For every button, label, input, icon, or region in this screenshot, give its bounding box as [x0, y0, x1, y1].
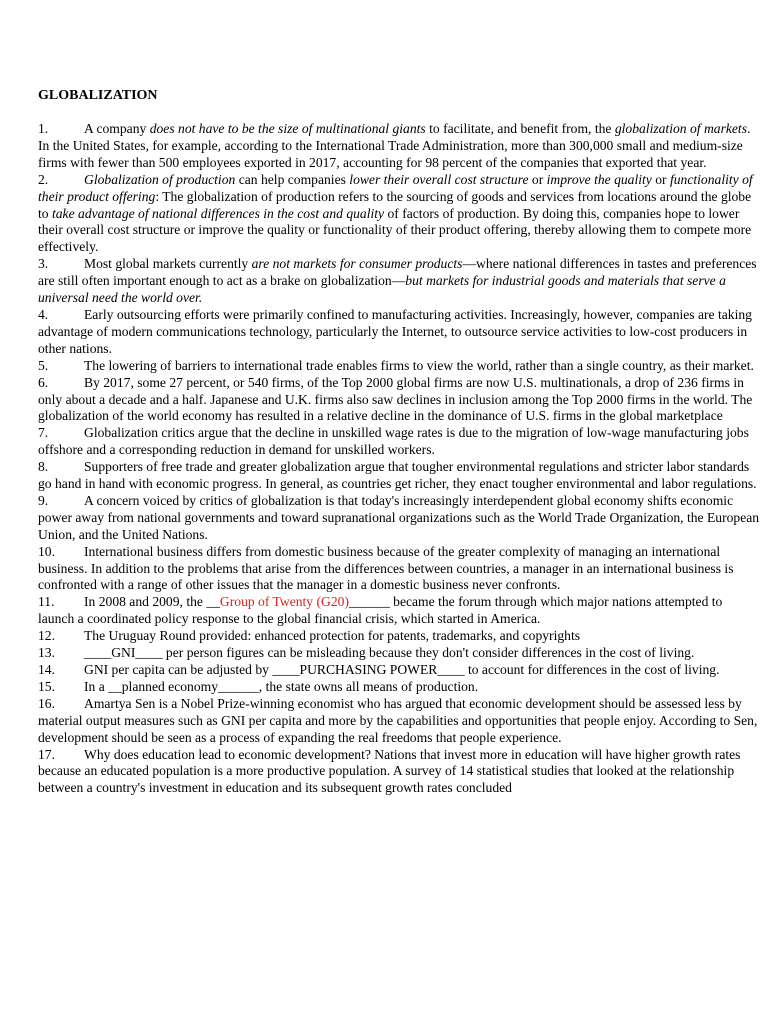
item-text: Globalization critics argue that the decline in unskilled wage rates is due to the migration of low-wage manufacturing jobs offshore and a corresponding reduction in demand for unskilled workers.: [38, 425, 749, 458]
list-item: [38, 747, 760, 798]
item-number: 16.: [38, 695, 55, 711]
item-text: In 2008 and 2009, the __: [84, 594, 220, 610]
list-item: [38, 594, 760, 628]
item-text: ____GNI____ per person figures can be misleading because they don't consider differences in the cost of living.: [84, 645, 695, 661]
item-text: can help companies: [235, 171, 350, 187]
item-text: Amartya Sen is a Nobel Prize-winning economist who has argued that economic development should be assessed less by material output measures such as GNI per capita and more by the capabilities and opportunities that people enjoy. According to Sen, development should be seen as a process of expanding the real freedoms that people experience.: [38, 695, 758, 745]
item-text: Supporters of free trade and greater globalization argue that tougher environmental regulations and stricter labor standards go hand in hand with economic progress. In general, as countries get richer, they enact tougher environmental and labor regulations.: [38, 459, 757, 492]
italic-text: take advantage of national differences in the cost and quality: [51, 205, 385, 221]
item-number: 7.: [38, 425, 49, 441]
list-item: [38, 645, 760, 662]
numbered-list: [38, 121, 760, 797]
item-text: —where national differences in tastes and preferences are still often important enough to act as a brake on globalization—: [38, 256, 757, 289]
item-text: ______ became the forum through which major nations attempted to launch a coordinated policy response to the global financial crisis, which started in America.: [38, 594, 723, 627]
italic-text: lower their overall cost structure: [349, 171, 529, 187]
document-page: [38, 87, 760, 797]
list-item: [38, 307, 760, 358]
item-number: 1.: [38, 121, 49, 136]
item-text: GNI per capita can be adjusted by ____PURCHASING POWER____ to account for differences in the cost of living.: [84, 662, 720, 677]
item-number: 11.: [38, 594, 55, 610]
item-text: By 2017, some 27 percent, or 540 firms, of the Top 2000 global firms are now U.S. multinationals, a drop of 236 firms in only about a decade and a half. Japanese and U.K. firms also saw declines in inclusion among the Top 2000 firms in the world. The globalization of the world economy has resulted in a relative decline in the dominance of U.S. firms in the global marketplace: [38, 374, 753, 424]
item-text: : The globalization of production refers to the sourcing of goods and services from locations around the globe to: [38, 188, 752, 221]
item-text: A concern voiced by critics of globalization is that today's increasingly interdependent global economy shifts economic power away from national governments and toward supranational organizations such as the World Trade Organization, the European Union, and the United Nations.: [38, 492, 760, 542]
italic-text: does not have to be the size of multinational giants: [149, 121, 426, 136]
item-number: 15.: [38, 678, 55, 694]
item-text: Most global markets currently: [84, 256, 252, 272]
list-item: [38, 256, 760, 307]
list-item: [38, 662, 760, 679]
highlighted-answer: Group of Twenty (G20): [219, 594, 349, 610]
item-text: to facilitate, and benefit from, the: [425, 121, 615, 136]
item-number: 12.: [38, 628, 55, 644]
list-item: [38, 628, 760, 645]
item-number: 9.: [38, 492, 49, 508]
item-text: of factors of production. By doing this, companies hope to lower their overall cost structure or improve the quality or functionality of their product offering, thereby allowing them to compete more effectively.: [38, 205, 752, 255]
italic-text: improve the quality: [546, 171, 652, 187]
item-number: 4.: [38, 306, 49, 322]
item-number: 8.: [38, 459, 49, 475]
italic-text: but markets for industrial goods and materials that serve a universal need the world over.: [38, 273, 726, 306]
item-number: 2.: [38, 171, 49, 187]
list-item: [38, 121, 760, 172]
item-number: 6.: [38, 374, 49, 390]
list-item: [38, 425, 760, 459]
item-number: 10.: [38, 543, 55, 559]
item-text: Early outsourcing efforts were primarily confined to manufacturing activities. Increasingly, however, companies are taking advantage of modern communications technology, particularly the Internet, to outsource service activities to low-cost producers in other nations.: [38, 306, 752, 356]
italic-text: are not markets for consumer products: [251, 256, 463, 272]
item-number: 13.: [38, 645, 55, 661]
list-item: [38, 544, 760, 595]
italic-text: Globalization of production: [84, 171, 236, 187]
document-title: GLOBALIZATION: [38, 88, 158, 103]
item-number: 5.: [38, 357, 49, 373]
item-number: 14.: [38, 662, 55, 677]
italic-text: globalization of markets: [614, 121, 747, 136]
list-item: [38, 375, 760, 426]
list-item: [38, 459, 760, 493]
item-text: or: [528, 171, 547, 187]
item-text: . In the United States, for example, according to the International Trade Administration, more than 300,000 small and medium-size firms with fewer than 500 employees exported in 2017, accounting for 98 percent of the companies that exported that year.: [38, 121, 751, 170]
item-text: Why does education lead to economic development? Nations that invest more in education will have higher growth rates because an educated population is a more productive population. A survey of 14 statistical studies that looked at the relationship between a country's investment in education and its subsequent growth rates concluded: [38, 746, 741, 796]
list-item: [38, 358, 760, 375]
item-text: The Uruguay Round provided: enhanced protection for patents, trademarks, and copyrights: [84, 628, 581, 644]
item-number: 17.: [38, 746, 55, 762]
item-text: International business differs from domestic business because of the greater complexity of managing an international business. In addition to the problems that arise from the differences between countries, a manager in an international business is confronted with a range of other issues that the manager in a domestic business never confronts.: [38, 543, 734, 593]
italic-text: functionality of their product offering: [38, 171, 753, 204]
item-text: A company: [84, 121, 150, 136]
item-text: In a __planned economy______, the state owns all means of production.: [84, 678, 479, 694]
list-item: [38, 493, 760, 544]
item-text: or: [651, 171, 670, 187]
list-item: [38, 696, 760, 747]
list-item: [38, 172, 760, 257]
list-item: [38, 679, 760, 696]
item-text: The lowering of barriers to international trade enables firms to view the world, rather than a single country, as their market.: [84, 357, 754, 373]
item-number: 3.: [38, 256, 49, 272]
